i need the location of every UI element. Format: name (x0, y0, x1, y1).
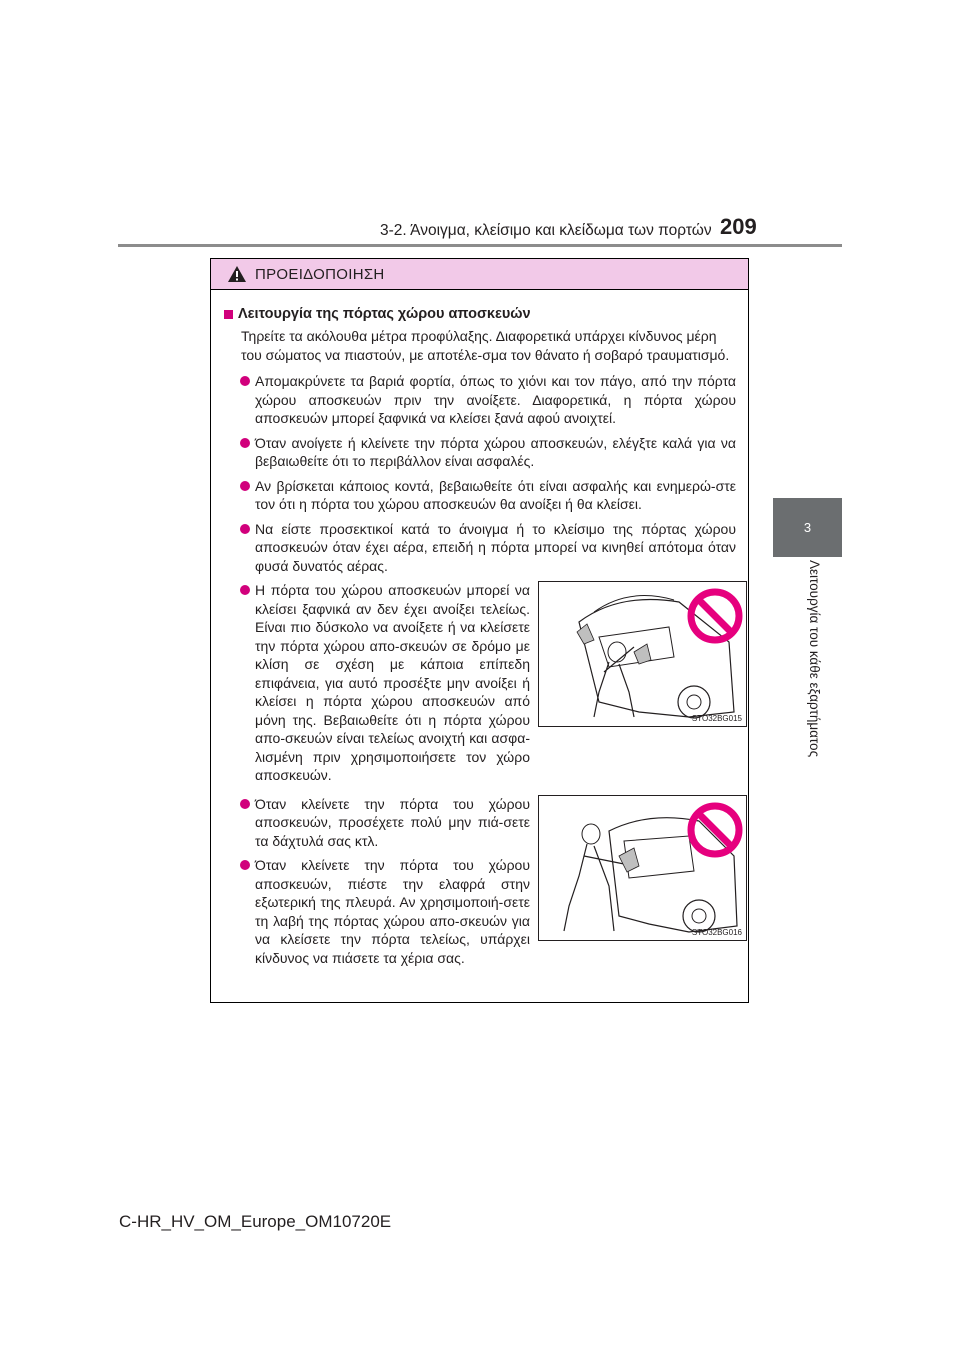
warning-triangle-icon (227, 265, 247, 283)
bullet-dot-icon (240, 585, 250, 595)
section-title-text: Λειτουργία της πόρτας χώρου αποσκευών (238, 306, 531, 322)
bullet-item (224, 477, 748, 514)
header-rule (118, 244, 842, 247)
illustration-code: STO32BG016 (691, 927, 742, 937)
footer-doc-code: C-HR_HV_OM_Europe_OM10720E (119, 1212, 392, 1231)
tailgate-illustration-icon (539, 796, 746, 940)
page-number: 209 (720, 214, 757, 239)
bullet-text: Η πόρτα του χώρου αποσκευών μπορεί να κλείσει ξαφνικά αν δεν έχει ανοίξει τελείως. Είναι πιο δύσκολο να ανοίξετε ή να κλείσετε την πόρτα χώρου απο-σκευών σε δρόμο με κλίση σε σχέση με κάποια επίπεδη επιφάνεια, για αυτό προσέξτε μην ανοίξει ή κλείσει η πόρτα χώρου αποσκευών από μόνη της. Βεβαιωθείτε ότι η πόρτα χώρου απο-σκευών είναι τελείως ανοιχτή και ασφα-λισμένη πριν χρησιμοποιήσετε τον χώρο αποσκευών. (255, 582, 530, 783)
illustrated-row-2 (224, 795, 748, 974)
prohibition-icon (691, 806, 739, 854)
bullet-text: Αν βρίσκεται κάποιος κοντά, βεβαιωθείτε ότι είναι ασφαλής και ενημερώ-στε τον ότι η πόρτα του χώρου αποσκευών θα ανοίξει ή θα κλείσει. (255, 477, 736, 512)
warning-content (211, 290, 748, 973)
bullet-dot-icon (240, 860, 250, 870)
bullet-text: Όταν ανοίγετε ή κλείνετε την πόρτα χώρου αποσκευών, ελέγξτε καλά για να βεβαιωθείτε ότι το περιβάλλον είναι ασφαλές. (255, 434, 736, 469)
side-tab-label: Λειτουργία του κάθε εξαρτήματος (807, 560, 822, 758)
bullet-item (224, 581, 530, 785)
bullet-item (224, 520, 748, 576)
illustration-code: STO32BG015 (691, 714, 742, 723)
side-tab (773, 498, 842, 557)
warning-header (211, 259, 748, 290)
illustrated-row-1 (224, 581, 748, 791)
bullet-text: Όταν κλείνετε την πόρτα του χώρου αποσκευών, πιέστε την ελαφρά στην εξωτερική της πλευρά. Αν χρησιμοποιή-σετε τη λαβή της πόρτας χώρου απο-σκευών για να κλείσετε την πόρτα τελείως, υπάρχει κίνδυνος να πιάσετε τα χέρια σας. (255, 857, 530, 966)
bullet-text: Όταν κλείνετε την πόρτα του χώρου αποσκευών, προσέχετε πολύ μην πιά-σετε τα δάχτυλά σας κτλ. (255, 795, 530, 849)
bullet-dot-icon (240, 438, 250, 448)
illustrated-text-column (224, 795, 530, 974)
illustrated-text-column (224, 581, 530, 791)
bullet-item (224, 795, 530, 851)
bullet-item (224, 372, 748, 428)
side-tab-number: 3 (803, 520, 812, 535)
bullet-dot-icon (240, 481, 250, 491)
bullet-text: Απομακρύνετε τα βαριά φορτία, όπως το χιόνι και τον πάγο, από την πόρτα χώρου αποσκευών πριν την ανοίξετε. Διαφορετικά, η πόρτα χώρου αποσκευών μπορεί ξαφνικά να κλείσει ξανά αφού ανοιχτεί. (255, 373, 736, 426)
illustration-tailgate-opening (538, 581, 747, 727)
bullet-text: Να είστε προσεκτικοί κατά το άνοιγμα ή το κλείσιμο της πόρτας χώρου αποσκευών όταν έχει αέρα, επειδή η πόρτα μπορεί να κινηθεί απότομα όταν φυσά δυνατός αέρας. (255, 520, 736, 574)
tailgate-illustration-icon (539, 582, 746, 726)
chapter-title: 3-2. Άνοιγμα, κλείσιμο και κλείδωμα των πορτών (380, 222, 712, 239)
square-bullet-icon (224, 310, 233, 319)
bullet-dot-icon (240, 799, 250, 809)
bullet-item (224, 856, 530, 967)
prohibition-icon (691, 592, 739, 640)
warning-box (210, 258, 749, 1003)
section-intro: Τηρείτε τα ακόλουθα μέτρα προφύλαξης. Διαφορετικά υπάρχει κίνδυνος μέρη του σώματος να πιαστούν, με αποτέλε-σμα τον θάνατο ή σοβαρό τραυματισμό. (241, 328, 730, 363)
section-title (224, 305, 748, 323)
bullet-dot-icon (240, 376, 250, 386)
illustration-tailgate-closing (538, 795, 747, 941)
bullet-dot-icon (240, 524, 250, 534)
bullet-item (224, 434, 748, 471)
warning-title: ΠΡΟΕΙΔΟΠΟΙΗΣΗ (255, 265, 385, 283)
